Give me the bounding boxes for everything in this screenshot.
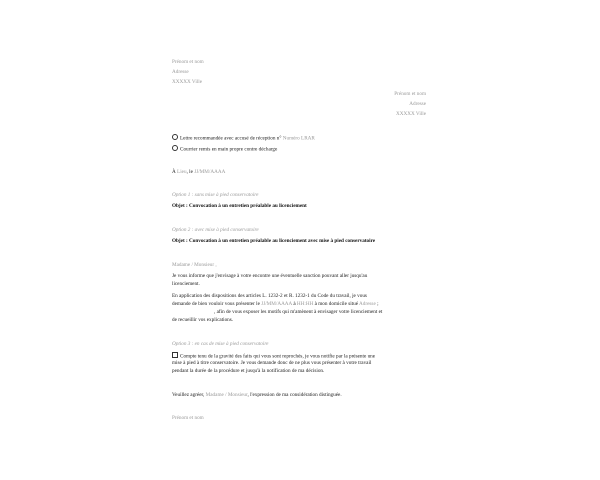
- body-p2-text: à mon domicile situé: [314, 301, 359, 307]
- sender-name: Prénom et nom: [172, 59, 204, 65]
- registered-number-placeholder: Numéro LRAR: [282, 135, 315, 142]
- option2-subject: Objet : Convocation à un entretien préalable au licenciement avec mise à pied conservatoire: [172, 238, 376, 244]
- sender-city: XXXXX Ville: [172, 79, 202, 85]
- meeting-time-placeholder: HH:HH: [296, 301, 314, 307]
- delivery-option-registered[interactable]: [172, 134, 315, 143]
- place-prefix: À: [172, 169, 176, 175]
- body-p2-line3: , afin de vous exposer les motifs qui m'amènent à envisager votre licenciement et: [214, 309, 383, 315]
- option3-line3: pendant la durée de la procédure et jusqu'à la notification de ma décision.: [172, 368, 325, 374]
- checkbox-icon[interactable]: [172, 352, 178, 358]
- place-date-separator: , le: [186, 169, 193, 175]
- sender-address: Adresse: [172, 69, 189, 75]
- option1-label: Option 1 : sans mise à pied conservatoire: [172, 192, 259, 198]
- place-date-line: [172, 169, 225, 176]
- radio-circle-icon[interactable]: [172, 145, 178, 151]
- closing-text: , l'expression de ma considération distinguée.: [247, 392, 342, 398]
- meeting-address-placeholder: Adresse: [359, 301, 376, 307]
- meeting-date-placeholder: JJ/MM/AAAA: [261, 301, 293, 307]
- signature-name: Prénom et nom: [172, 415, 204, 421]
- recipient-city: XXXXX Ville: [396, 111, 426, 117]
- option2-label: Option 2 : avec mise à pied conservatoire: [172, 227, 259, 233]
- closing-line: [172, 392, 342, 399]
- delivery-option-registered-label: Lettre recommandée avec accusé de réception n°: [180, 135, 282, 142]
- body-p2-line2: [172, 301, 379, 308]
- recipient-address: Adresse: [409, 101, 426, 107]
- option3-line2: mise à pied à titre conservatoire. Je vous demande donc de ne plus vous présenter à votre travail: [172, 360, 372, 366]
- option3-label: Option 3 : en cas de mise à pied conservatoire: [172, 341, 269, 347]
- body-p2-line1: En application des dispositions des articles L. 1232-2 et R. 1232-1 du Code du travail, je vous: [172, 293, 367, 299]
- body-p1-line1: Je vous informe que j'envisage à votre encontre une éventuelle sanction pouvant aller jusqu'au: [172, 273, 368, 279]
- radio-circle-icon[interactable]: [172, 134, 178, 140]
- body-p2-text: ;: [377, 301, 379, 307]
- body-p2-line4: de recueillir vos explications.: [172, 317, 234, 323]
- delivery-option-hand[interactable]: [172, 145, 277, 154]
- date-placeholder: JJ/MM/AAAA: [194, 169, 226, 175]
- closing-text: Veuillez agréer,: [172, 392, 205, 398]
- body-p1-line2: licenciement.: [172, 281, 200, 287]
- closing-title-placeholder: Madame / Monsieur: [205, 392, 248, 398]
- place-placeholder: Lieu: [177, 169, 187, 175]
- body-p2-text: demande de bien vouloir vous présenter le: [172, 301, 260, 307]
- option1-subject: Objet : Convocation à un entretien préalable au licenciement: [172, 203, 307, 209]
- delivery-option-hand-label: Courrier remis en main propre contre décharge: [180, 146, 278, 153]
- salutation-greeting: Madame / Monsieur ,: [172, 262, 217, 268]
- option3-text: Compte tenu de la gravité des faits qui vous sont reprochés, je vous notifie par la présente une: [180, 353, 376, 360]
- body-p2-text: à: [293, 301, 296, 307]
- recipient-name: Prénom et nom: [394, 91, 426, 97]
